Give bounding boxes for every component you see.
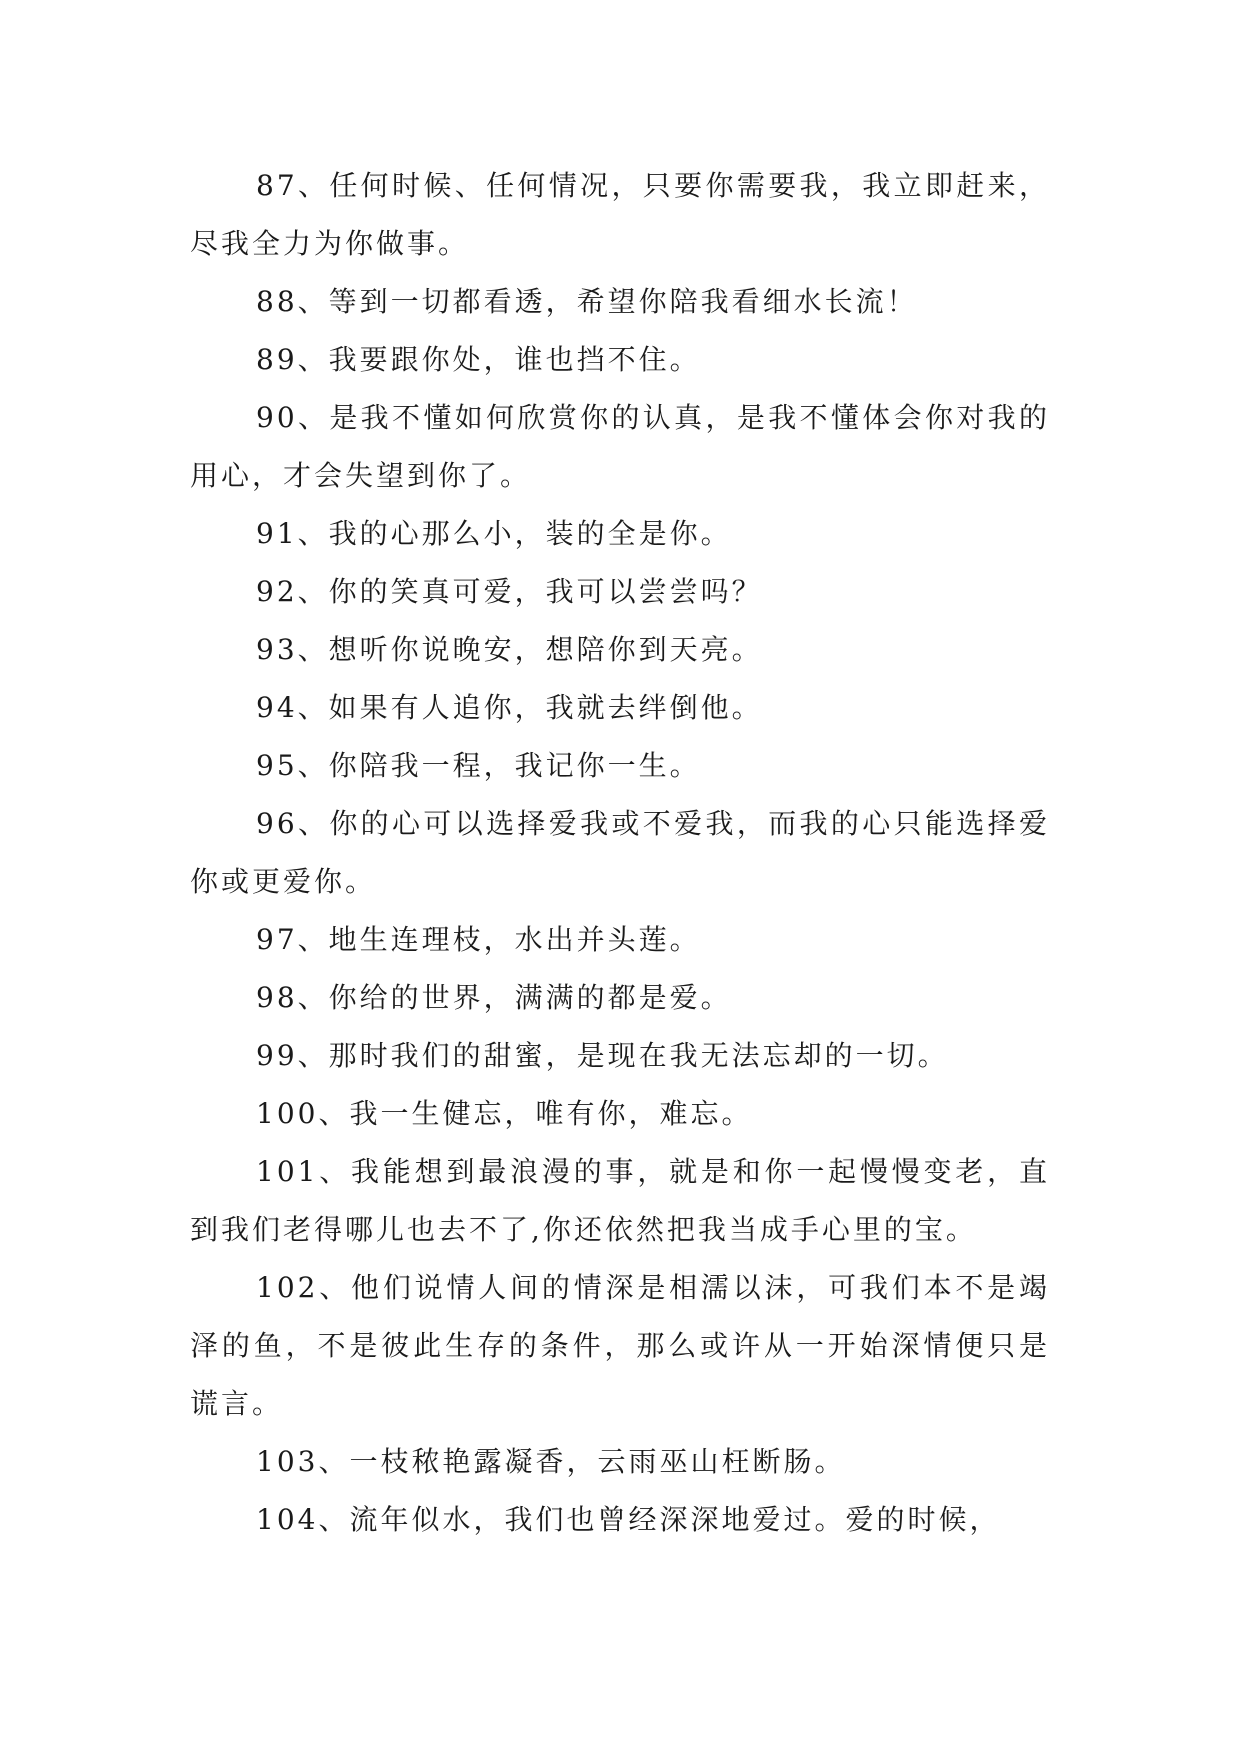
paragraph-87: 87、任何时候、任何情况，只要你需要我，我立即赶来，尽我全力为你做事。	[190, 169, 1050, 260]
paragraph-94: 94、如果有人追你，我就去绊倒他。	[256, 691, 763, 724]
paragraph-103: 103、一枝秾艳露凝香，云雨巫山枉断肠。	[256, 1445, 846, 1478]
paragraph-104: 104、流年似水，我们也曾经深深地爱过。爱的时候，	[256, 1503, 1001, 1536]
paragraph-91: 91、我的心那么小，装的全是你。	[256, 517, 732, 550]
paragraph-95: 95、你陪我一程，我记你一生。	[256, 749, 701, 782]
paragraph-93: 93、想听你说晚安，想陪你到天亮。	[256, 633, 763, 666]
paragraph-89: 89、我要跟你处，谁也挡不住。	[256, 343, 701, 376]
paragraph-102: 102、他们说情人间的情深是相濡以沫，可我们本不是竭泽的鱼，不是彼此生存的条件，那么或许从一开始深情便只是谎言。	[190, 1271, 1050, 1420]
paragraph-96: 96、你的心可以选择爱我或不爱我，而我的心只能选择爱你或更爱你。	[190, 807, 1050, 898]
paragraph-98: 98、你给的世界，满满的都是爱。	[256, 981, 732, 1014]
paragraph-101: 101、我能想到最浪漫的事，就是和你一起慢慢变老，直到我们老得哪儿也去不了,你还依然把我当成手心里的宝。	[190, 1155, 1050, 1246]
paragraph-100: 100、我一生健忘，唯有你，难忘。	[256, 1097, 753, 1130]
paragraph-90: 90、是我不懂如何欣赏你的认真，是我不懂体会你对我的用心，才会失望到你了。	[190, 401, 1050, 492]
document-body	[190, 157, 1050, 1549]
paragraph-97: 97、地生连理枝，水出并头莲。	[256, 923, 701, 956]
paragraph-88: 88、等到一切都看透，希望你陪我看细水长流！	[256, 285, 918, 318]
paragraph-99: 99、那时我们的甜蜜，是现在我无法忘却的一切。	[256, 1039, 949, 1072]
paragraph-92: 92、你的笑真可爱，我可以尝尝吗？	[256, 575, 763, 608]
